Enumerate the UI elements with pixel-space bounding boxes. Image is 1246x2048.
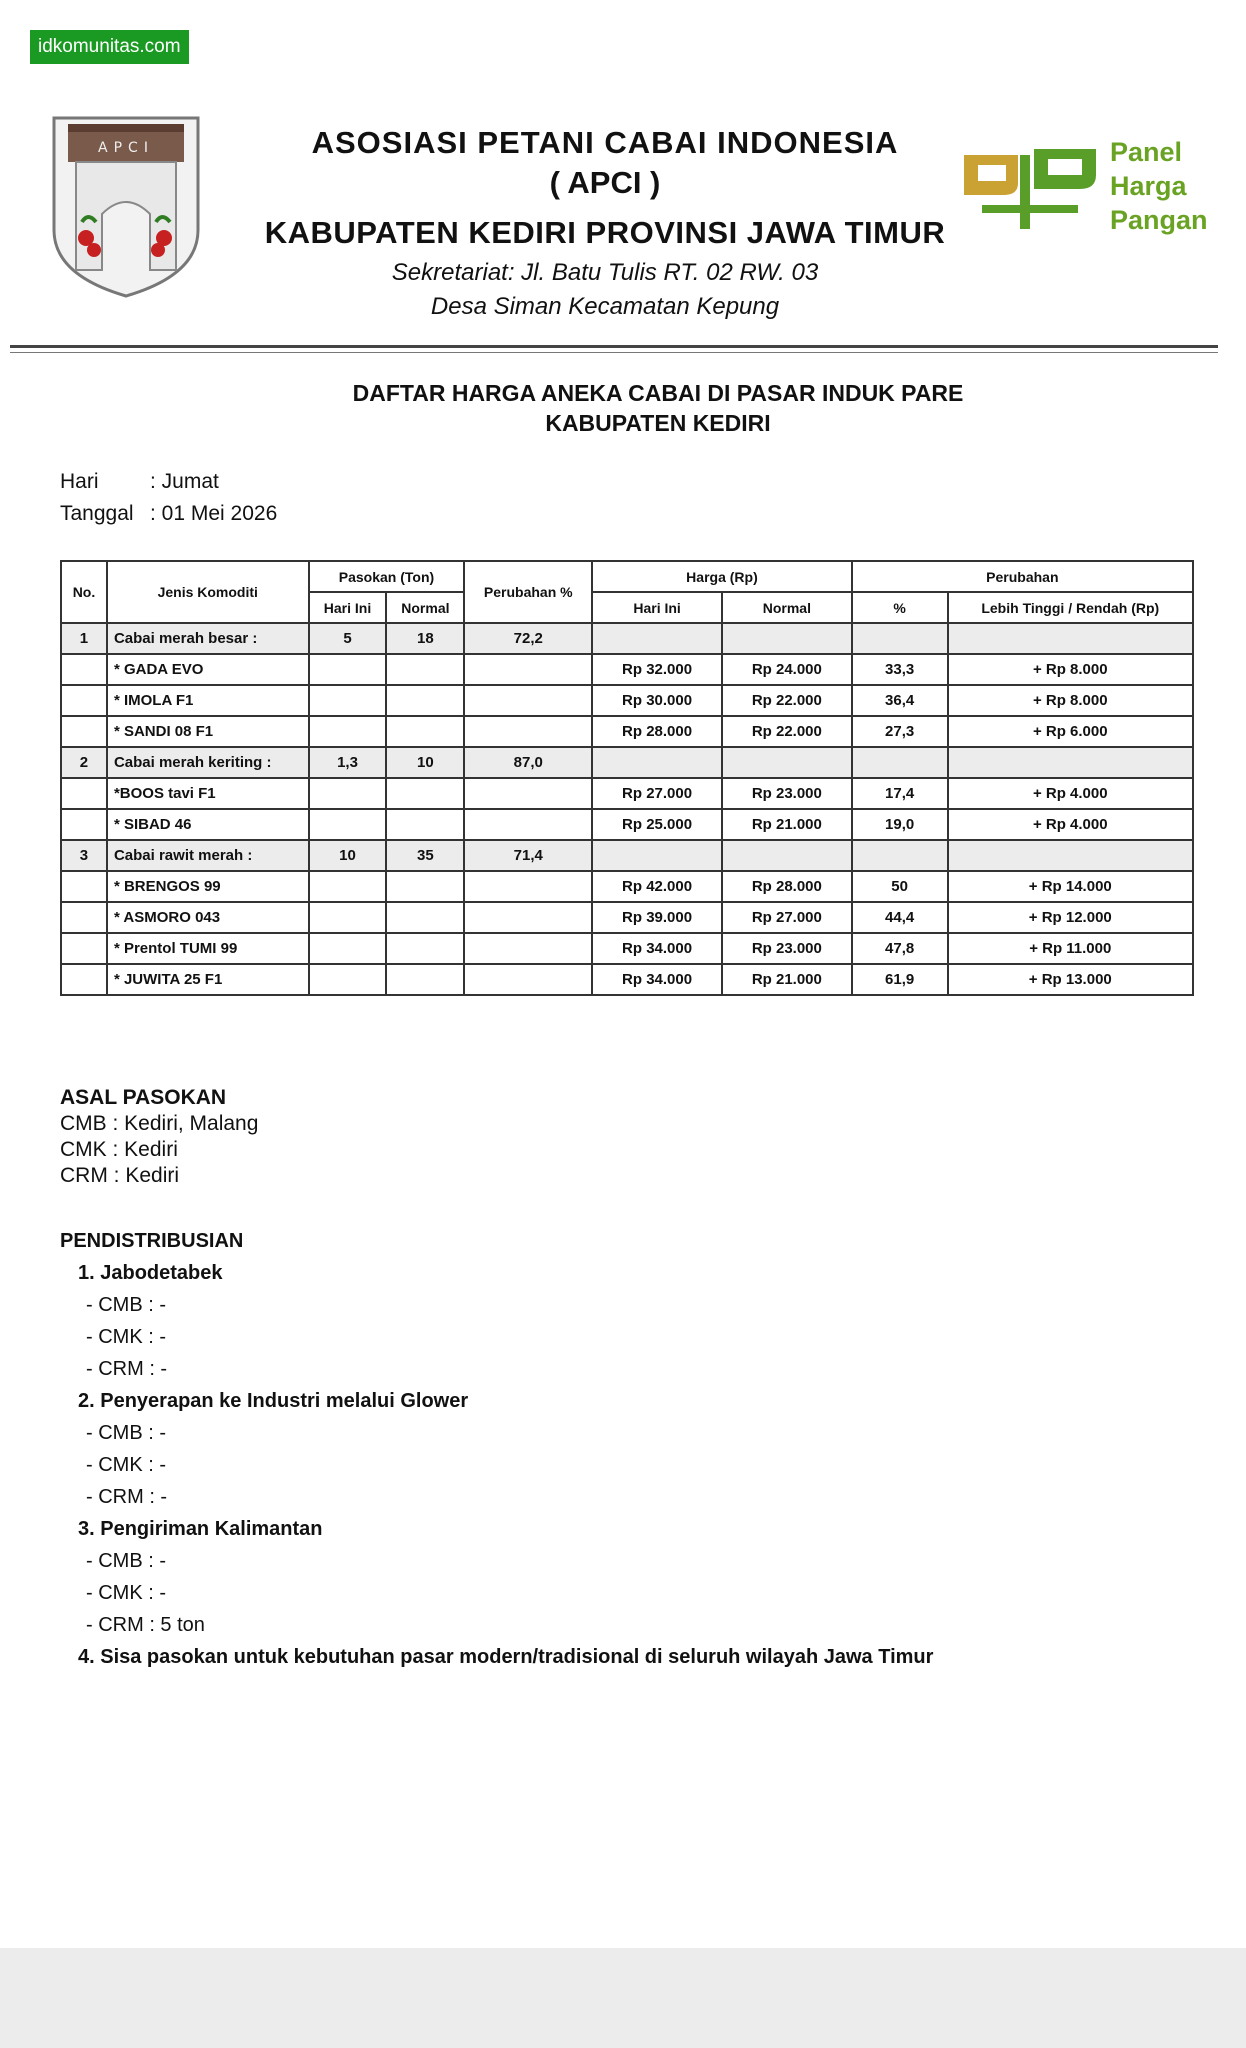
table-category-row [61,747,1193,778]
distribution-item: - CMK : - [86,1582,166,1604]
distribution-group-title: 1. Jabodetabek [78,1262,223,1284]
table-row [61,964,1193,995]
cell-pasokan-normal [386,871,464,902]
cell-harga-hari-ini: Rp 30.000 [592,685,722,716]
cell-pct [852,747,948,778]
cell-harga-normal: Rp 23.000 [722,778,852,809]
cell-komoditi: Cabai rawit merah : [107,840,309,871]
address-line-2: Desa Siman Kecamatan Kepung [430,293,780,320]
cell-harga-hari-ini: Rp 34.000 [592,933,722,964]
table-row [61,902,1193,933]
org-abbrev: ( APCI ) [549,165,661,200]
cell-pasokan-hari-ini: 5 [309,623,387,654]
cell-lebih: + Rp 4.000 [948,809,1193,840]
cell-pasokan-normal [386,654,464,685]
distribution-group-title: 2. Penyerapan ke Industri melalui Glower [78,1390,469,1412]
cell-pct: 44,4 [852,902,948,933]
col-header-pasokan-hari-ini: Hari Ini [309,592,387,623]
date-label: Tanggal [60,502,134,525]
cell-komoditi: * BRENGOS 99 [107,871,309,902]
distribution-heading: PENDISTRIBUSIAN [60,1230,244,1252]
cell-perubahan-pct: 87,0 [464,747,592,778]
cell-harga-hari-ini: Rp 32.000 [592,654,722,685]
cell-pct [852,623,948,654]
col-header-komoditi: Jenis Komoditi [107,561,309,623]
cell-harga-normal: Rp 28.000 [722,871,852,902]
distribution-item: - CMK : - [86,1454,166,1476]
cell-harga-normal: Rp 21.000 [722,964,852,995]
distribution-item: - CMK : - [86,1326,166,1348]
site-badge[interactable]: idkomunitas.com [30,30,189,64]
cell-pct: 19,0 [852,809,948,840]
cell-harga-hari-ini: Rp 25.000 [592,809,722,840]
cell-lebih: + Rp 11.000 [948,933,1193,964]
cell-harga-normal: Rp 22.000 [722,685,852,716]
cell-komoditi: * SANDI 08 F1 [107,716,309,747]
cell-komoditi: Cabai merah besar : [107,623,309,654]
cell-komoditi: * Prentol TUMI 99 [107,933,309,964]
cell-harga-normal: Rp 22.000 [722,716,852,747]
col-header-no: No. [61,561,107,623]
cell-perubahan-pct [464,964,592,995]
cell-lebih: + Rp 4.000 [948,778,1193,809]
cell-no [61,716,107,747]
wheat-logo-icon [960,135,1100,235]
price-table [60,560,1194,996]
cell-pasokan-normal [386,933,464,964]
cell-lebih [948,747,1193,778]
distribution-group-title: 4. Sisa pasokan untuk kebutuhan pasar modern/tradisional di seluruh wilayah Jawa Timur [78,1646,934,1668]
col-header-pasokan: Pasokan (Ton) [309,561,465,592]
cell-lebih: + Rp 8.000 [948,654,1193,685]
cell-no [61,871,107,902]
distribution-item: - CRM : 5 ton [86,1614,205,1636]
table-row [61,654,1193,685]
cell-harga-normal [722,840,852,871]
cell-no [61,902,107,933]
table-row [61,809,1193,840]
cell-harga-normal: Rp 21.000 [722,809,852,840]
cell-no: 3 [61,840,107,871]
cell-lebih: + Rp 12.000 [948,902,1193,933]
cell-lebih [948,623,1193,654]
cell-no: 2 [61,747,107,778]
col-header-harga-normal: Normal [722,592,852,623]
table-category-row [61,623,1193,654]
cell-perubahan-pct: 72,2 [464,623,592,654]
col-header-pasokan-normal: Normal [386,592,464,623]
day-label: Hari [60,470,99,493]
document-title-line-1: DAFTAR HARGA ANEKA CABAI DI PASAR INDUK PARE [352,380,964,406]
org-region: KABUPATEN KEDIRI PROVINSI JAWA TIMUR [264,215,946,250]
cell-lebih: + Rp 13.000 [948,964,1193,995]
day-value: : Jumat [150,470,219,493]
cell-pasokan-normal: 18 [386,623,464,654]
cell-harga-hari-ini [592,840,722,871]
distribution-item: - CMB : - [86,1550,166,1572]
org-name: ASOSIASI PETANI CABAI INDONESIA [311,125,899,160]
cell-perubahan-pct [464,871,592,902]
date-info [60,466,277,530]
cell-pasokan-hari-ini [309,964,387,995]
cell-pasokan-hari-ini [309,716,387,747]
table-row [61,716,1193,747]
cell-pasokan-normal [386,778,464,809]
distribution-item: - CRM : - [86,1486,168,1508]
cell-komoditi: Cabai merah keriting : [107,747,309,778]
header-divider [10,345,1218,348]
cell-pasokan-normal [386,902,464,933]
cell-no [61,964,107,995]
cell-pasokan-hari-ini [309,902,387,933]
cell-komoditi: * SIBAD 46 [107,809,309,840]
cell-pct: 47,8 [852,933,948,964]
cell-lebih: + Rp 6.000 [948,716,1193,747]
table-row [61,778,1193,809]
table-row [61,933,1193,964]
cell-pasokan-normal: 10 [386,747,464,778]
cell-no: 1 [61,623,107,654]
supply-origin-line: CMK : Kediri [60,1138,178,1161]
cell-perubahan-pct [464,933,592,964]
table-row [61,685,1193,716]
cell-harga-hari-ini: Rp 42.000 [592,871,722,902]
cell-pct [852,840,948,871]
cell-komoditi: * IMOLA F1 [107,685,309,716]
cell-no [61,809,107,840]
cell-pct: 33,3 [852,654,948,685]
cell-harga-hari-ini: Rp 28.000 [592,716,722,747]
cell-pasokan-hari-ini [309,654,387,685]
panel-logo-word: Harga [1110,171,1187,201]
cell-pct: 27,3 [852,716,948,747]
distribution [60,1225,933,1673]
col-header-pct: % [852,592,948,623]
header-divider-thin [10,352,1218,353]
letterhead [0,100,1246,345]
distribution-group-title: 3. Pengiriman Kalimantan [78,1518,323,1540]
cell-harga-normal: Rp 23.000 [722,933,852,964]
cell-pct: 50 [852,871,948,902]
distribution-item: - CMB : - [86,1294,166,1316]
cell-komoditi: * GADA EVO [107,654,309,685]
cell-perubahan-pct [464,809,592,840]
supply-origin-line: CMB : Kediri, Malang [60,1112,259,1135]
cell-harga-normal: Rp 27.000 [722,902,852,933]
cell-pct: 36,4 [852,685,948,716]
panel-logo-word: Pangan [1110,205,1208,235]
cell-harga-normal [722,747,852,778]
document-title-line-2: KABUPATEN KEDIRI [545,410,771,436]
cell-pasokan-normal [386,685,464,716]
cell-komoditi: * JUWITA 25 F1 [107,964,309,995]
cell-pasokan-normal: 35 [386,840,464,871]
cell-pasokan-normal [386,809,464,840]
cell-pasokan-hari-ini [309,871,387,902]
cell-no [61,778,107,809]
footer-band [0,1948,1246,2048]
cell-pasokan-hari-ini [309,778,387,809]
cell-harga-hari-ini: Rp 27.000 [592,778,722,809]
cell-komoditi: * ASMORO 043 [107,902,309,933]
cell-harga-normal: Rp 24.000 [722,654,852,685]
org-title [240,120,970,321]
panel-harga-pangan-logo [960,135,1220,245]
cell-no [61,685,107,716]
cell-lebih: + Rp 14.000 [948,871,1193,902]
supply-origin-heading: ASAL PASOKAN [60,1086,227,1109]
supply-origin-line: CRM : Kediri [60,1164,180,1187]
cell-pasokan-hari-ini [309,809,387,840]
cell-pasokan-hari-ini [309,933,387,964]
cell-pasokan-hari-ini: 1,3 [309,747,387,778]
distribution-item: - CRM : - [86,1358,168,1380]
cell-lebih: + Rp 8.000 [948,685,1193,716]
cell-perubahan-pct [464,902,592,933]
cell-pct: 17,4 [852,778,948,809]
cell-harga-normal [722,623,852,654]
cell-harga-hari-ini [592,747,722,778]
cell-perubahan-pct [464,716,592,747]
cell-pasokan-normal [386,964,464,995]
col-header-harga: Harga (Rp) [592,561,852,592]
cell-lebih [948,840,1193,871]
address-line-1: Sekretariat: Jl. Batu Tulis RT. 02 RW. 03 [391,259,819,286]
table-category-row [61,840,1193,871]
col-header-lebih: Lebih Tinggi / Rendah (Rp) [948,592,1193,623]
cell-pasokan-normal [386,716,464,747]
cell-pct: 61,9 [852,964,948,995]
cell-no [61,654,107,685]
cell-no [61,933,107,964]
cell-perubahan-pct [464,778,592,809]
cell-perubahan-pct: 71,4 [464,840,592,871]
date-value: : 01 Mei 2026 [150,502,278,525]
col-header-perubahan-pct: Perubahan % [464,561,592,623]
panel-logo-word: Panel [1110,137,1183,167]
supply-origin [60,1085,258,1189]
apci-logo-text: APCI [98,140,154,156]
document-title [0,378,1246,438]
cell-perubahan-pct [464,654,592,685]
cell-komoditi: *BOOS tavi F1 [107,778,309,809]
col-header-perubahan: Perubahan [852,561,1193,592]
cell-harga-hari-ini: Rp 39.000 [592,902,722,933]
panel-logo-text [1110,135,1208,237]
cell-pasokan-hari-ini [309,685,387,716]
distribution-item: - CMB : - [86,1422,166,1444]
cell-perubahan-pct [464,685,592,716]
table-row [61,871,1193,902]
cell-pasokan-hari-ini: 10 [309,840,387,871]
apci-logo [46,110,206,300]
cell-harga-hari-ini: Rp 34.000 [592,964,722,995]
col-header-harga-hari-ini: Hari Ini [592,592,722,623]
cell-harga-hari-ini [592,623,722,654]
